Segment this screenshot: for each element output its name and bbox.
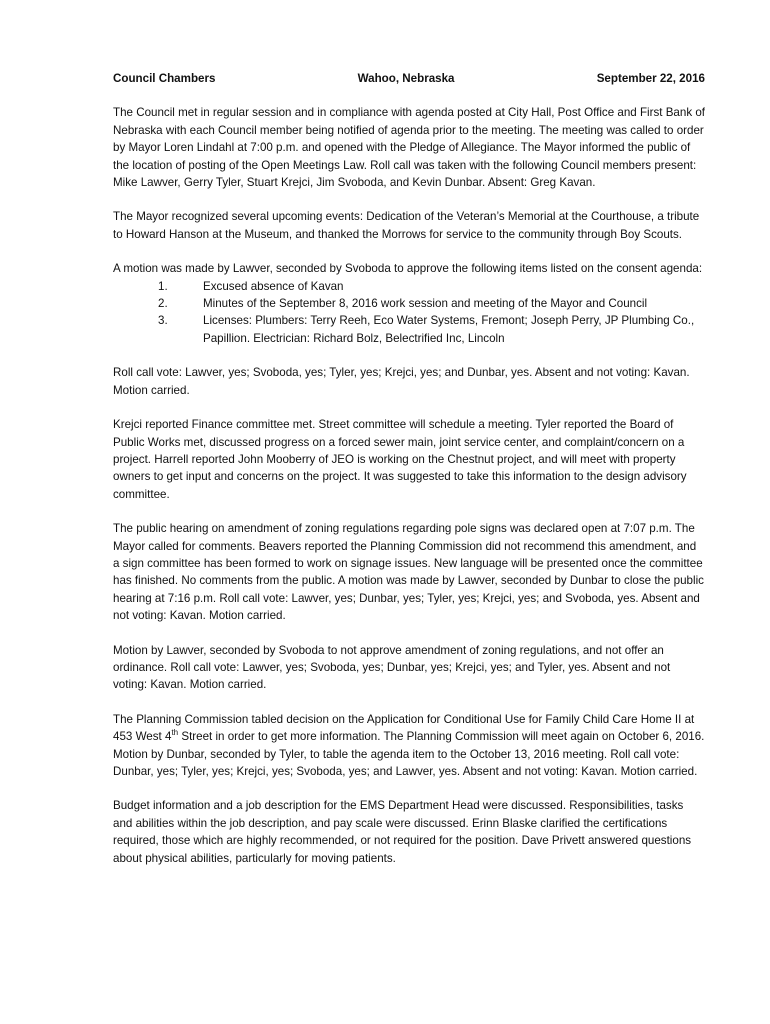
list-item [113, 278, 705, 295]
header-date: September 22, 2016 [596, 72, 705, 85]
paragraph-roll-call-consent: Roll call vote: Lawver, yes; Svoboda, yes; Tyler, yes; Krejci, yes; and Dunbar, yes. Absent and not voting: Kavan. Motion carried. [113, 366, 690, 397]
consent-agenda-list [113, 278, 705, 348]
paragraph-zoning-motion: Motion by Lawver, seconded by Svoboda to not approve amendment of zoning regulations, and not offer an ordinance. Roll call vote: Lawver, yes; Svoboda, yes; Dunbar, yes; Krejci, yes; and Tyler, yes. Absent and not voting: Kavan. Motion carried. [113, 643, 671, 692]
paragraph-upcoming-events: The Mayor recognized several upcoming events: Dedication of the Veteran’s Memorial at the Courthouse, a tribute to Howard Hanson at the Museum, and thanked the Morrows for service to the community through Boy Scouts. [113, 210, 700, 241]
paragraph-call-to-order: The Council met in regular session and in compliance with agenda posted at City Hall, Post Office and First Bank of Nebraska with each Council member being notified of agenda prior to the meeting. The meeting was called to order by Mayor Loren Lindahl at 7:00 p.m. and opened with the Pledge of Allegiance. The Mayor informed the public of the location of posting of the Open Meetings Law. Roll call was taken with the following Council members present: Mike Lawver, Gerry Tyler, Stuart Krejci, Jim Svoboda, and Kevin Dunbar. Absent: Greg Kavan. [113, 106, 706, 190]
paragraph-planning-commission [113, 711, 705, 781]
document-header [113, 70, 705, 87]
minutes-content [113, 70, 705, 884]
list-item-number: 2. [158, 297, 168, 311]
header-location: Council Chambers [113, 72, 216, 85]
ordinal-suffix: th [171, 728, 179, 738]
paragraph-ems-budget: Budget information and a job description for the EMS Department Head were discussed. Responsibilities, tasks and abilities within the job description, and pay scale were discussed. Erinn Blaske clarified the certifications required, those which are highly recommended, or not required for the position. Dave Privett answered questions about physical abilities, particularly for moving patients. [113, 799, 692, 865]
list-item-text: Licenses: Plumbers: Terry Reeh, Eco Water Systems, Fremont; Joseph Perry, JP Plumbing Co., Papillion. Electrician: Richard Bolz, Belectrified Inc, Lincoln [203, 314, 695, 345]
header-city: Wahoo, Nebraska [357, 72, 455, 85]
paragraph-consent-motion: A motion was made by Lawver, seconded by Svoboda to approve the following items listed on the consent agenda: [113, 262, 703, 276]
paragraph-public-hearing: The public hearing on amendment of zoning regulations regarding pole signs was declared open at 7:07 p.m. The Mayor called for comments. Beavers reported the Planning Commission did not recommend this amendment, and a sign committee has been formed to work on signage issues. New language will be presented once the committee has finished. No comments from the public. A motion was made by Lawver, seconded by Dunbar to close the public hearing at 7:16 p.m. Roll call vote: Lawver, yes; Dunbar, yes; Tyler, yes; Krejci, yes; and Svoboda, yes. Absent and not voting: Kavan. Motion carried. [113, 522, 704, 623]
list-item-number: 3. [158, 314, 168, 328]
list-item [113, 295, 705, 312]
list-item-text: Minutes of the September 8, 2016 work session and meeting of the Mayor and Council [203, 297, 648, 311]
planning-text-end: Street in order to get more information. The Planning Commission will meet again on October 6, 2016. Motion by Dunbar, seconded by Tyler, to table the agenda item to the October 13, 2016 meeting. Roll call vote: Dunbar, yes; Tyler, yes; Krejci, yes; Svoboda, yes; and Lawver, yes. Absent and not voting: Kavan. Motion carried. [113, 730, 705, 778]
list-item-text: Excused absence of Kavan [203, 279, 344, 293]
list-item-number: 1. [158, 279, 168, 293]
paragraph-committee-reports: Krejci reported Finance committee met. Street committee will schedule a meeting. Tyler reported the Board of Public Works met, discussed progress on a forced sewer main, joint service center, and complaint/concern on a project. Harrell reported John Mooberry of JEO is working on the Chestnut project, and will meet with property owners to get input and concerns on the project. It was suggested to take this information to the design advisory committee. [113, 418, 687, 501]
list-item [113, 312, 705, 347]
planning-text-start: The Planning Commission tabled decision on the Application for Conditional Use for Family Child Care Home II at 453 West 4 [113, 712, 695, 744]
